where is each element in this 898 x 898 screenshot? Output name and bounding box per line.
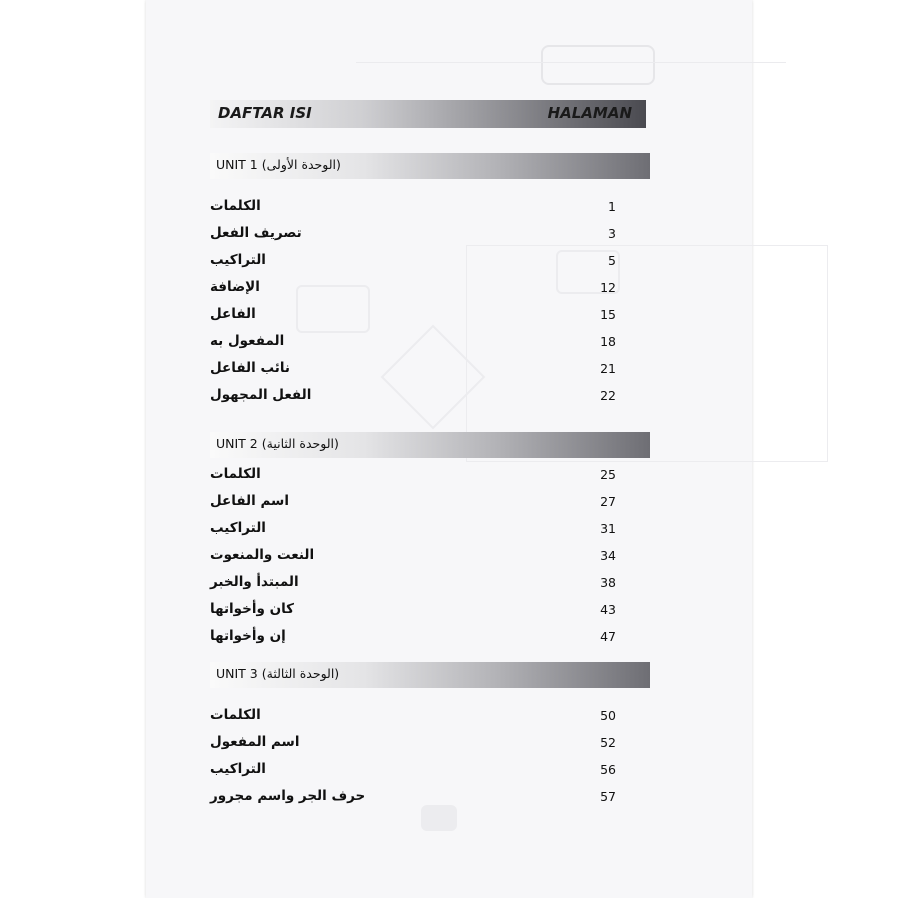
unit-1-header [210, 153, 650, 179]
entry-title: الإضافة [210, 279, 260, 295]
entry-page: 38 [600, 575, 616, 590]
entry-title: المبتدأ والخبر [210, 574, 299, 590]
entry-title: التراكيب [210, 761, 266, 777]
toc-entry[interactable] [210, 225, 616, 247]
unit-label-ar: (الوحدة الثانية) [261, 436, 339, 451]
entry-page: 57 [600, 789, 616, 804]
entry-page: 1 [608, 199, 616, 214]
unit-label-ar: (الوحدة الأولى) [261, 157, 341, 172]
toc-entry[interactable] [210, 306, 616, 328]
unit-2-header [210, 432, 650, 458]
toc-entry[interactable] [210, 547, 616, 569]
contents-header-bar [210, 100, 646, 128]
entry-page: 43 [600, 602, 616, 617]
unit-label-ar: (الوحدة الثالثة) [261, 666, 340, 681]
toc-entry[interactable] [210, 788, 616, 810]
toc-entry[interactable] [210, 520, 616, 542]
entry-title: الفاعل [210, 306, 256, 322]
entry-title: الفعل المجهول [210, 387, 312, 403]
entry-title: اسم الفاعل [210, 493, 289, 509]
toc-entry[interactable] [210, 734, 616, 756]
toc-entry[interactable] [210, 761, 616, 783]
entry-page: 27 [600, 494, 616, 509]
entry-page: 18 [600, 334, 616, 349]
entry-title: الكلمات [210, 466, 261, 482]
toc-entry[interactable] [210, 333, 616, 355]
entry-title: حرف الجر واسم مجرور [210, 788, 366, 804]
unit-3-header [210, 662, 650, 688]
entry-title: تصريف الفعل [210, 225, 302, 241]
toc-entry[interactable] [210, 279, 616, 301]
unit-3-label [216, 666, 339, 681]
toc-entry[interactable] [210, 198, 616, 220]
entry-title: اسم المفعول [210, 734, 300, 750]
entry-title: التراكيب [210, 252, 266, 268]
entry-page: 50 [600, 708, 616, 723]
unit-label-en: UNIT 3 [216, 666, 258, 681]
entry-page: 22 [600, 388, 616, 403]
entry-page: 52 [600, 735, 616, 750]
bleed-through-shape [356, 62, 786, 63]
entry-page: 12 [600, 280, 616, 295]
unit-label-en: UNIT 2 [216, 436, 258, 451]
toc-entry[interactable] [210, 252, 616, 274]
entry-page: 3 [608, 226, 616, 241]
entry-title: التراكيب [210, 520, 266, 536]
unit-label-en: UNIT 1 [216, 157, 258, 172]
entry-page: 47 [600, 629, 616, 644]
entry-page: 34 [600, 548, 616, 563]
entry-page: 5 [608, 253, 616, 268]
toc-entry[interactable] [210, 601, 616, 623]
entry-title: النعت والمنعوت [210, 547, 315, 563]
contents-title: DAFTAR ISI [218, 104, 312, 122]
toc-entry[interactable] [210, 493, 616, 515]
toc-entry[interactable] [210, 360, 616, 382]
toc-entry[interactable] [210, 574, 616, 596]
entry-page: 21 [600, 361, 616, 376]
toc-entry[interactable] [210, 707, 616, 729]
page-column-title: HALAMAN [547, 104, 632, 122]
toc-entry[interactable] [210, 387, 616, 409]
entry-page: 31 [600, 521, 616, 536]
entry-title: إن وأخواتها [210, 628, 286, 644]
bleed-through-shape [541, 45, 655, 85]
unit-2-label [216, 436, 339, 451]
entry-page: 15 [600, 307, 616, 322]
entry-page: 25 [600, 467, 616, 482]
entry-page: 56 [600, 762, 616, 777]
entry-title: نائب الفاعل [210, 360, 290, 376]
entry-title: الكلمات [210, 707, 261, 723]
entry-title: كان وأخواتها [210, 601, 295, 617]
entry-title: الكلمات [210, 198, 261, 214]
unit-1-label [216, 157, 341, 172]
toc-entry[interactable] [210, 466, 616, 488]
entry-title: المفعول به [210, 333, 285, 349]
toc-entry[interactable] [210, 628, 616, 650]
